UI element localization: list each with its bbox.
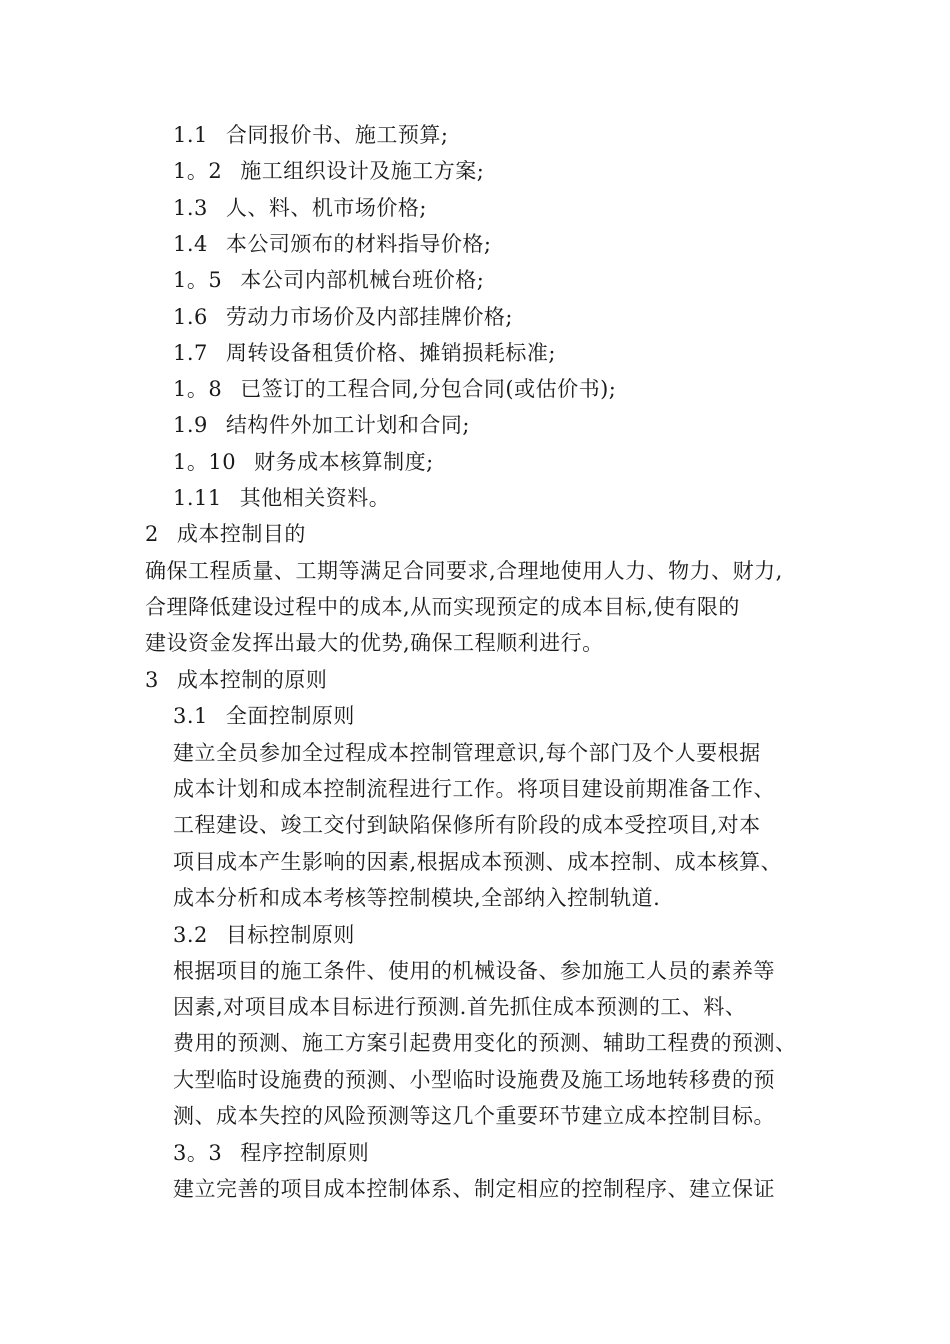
list-item (173, 374, 616, 404)
item-number: 1。8 (173, 377, 223, 401)
subsection-title: 目标控制原则 (225, 923, 355, 947)
item-text: 结构件外加工计划和合同; (225, 413, 470, 437)
item-text: 已签订的工程合同,分包合同(或估价书); (240, 377, 617, 401)
item-text: 合同报价书、施工预算; (225, 123, 449, 147)
item-number: 1.7 (173, 341, 208, 365)
paragraph-line: 大型临时设施费的预测、小型临时设施费及施工场地转移费的预 (173, 1068, 775, 1092)
subsection-title: 程序控制原则 (240, 1141, 370, 1165)
item-text: 周转设备租赁价格、摊销损耗标准; (225, 341, 556, 365)
subsection-heading (173, 701, 355, 731)
paragraph-line: 成本分析和成本考核等控制模块,全部纳入控制轨道. (173, 886, 661, 910)
paragraph-line: 确保工程质量、工期等满足合同要求,合理地使用人力、物力、财力, (145, 559, 783, 583)
item-text: 本公司颁布的材料指导价格; (225, 232, 492, 256)
list-item (173, 338, 556, 368)
item-number: 1。10 (173, 450, 237, 474)
paragraph-line: 建立全员参加全过程成本控制管理意识,每个部门及个人要根据 (173, 741, 761, 765)
subsection-heading (173, 920, 355, 950)
list-item (173, 120, 448, 150)
paragraph-line: 成本计划和成本控制流程进行工作。将项目建设前期准备工作、 (173, 777, 775, 801)
subsection-number: 3.2 (173, 923, 208, 947)
item-text: 本公司内部机械台班价格; (240, 268, 485, 292)
paragraph-line: 项目成本产生影响的因素,根据成本预测、成本控制、成本核算、 (173, 850, 783, 874)
paragraph-line: 合理降低建设过程中的成本,从而实现预定的成本目标,使有限的 (145, 595, 740, 619)
item-number: 1.1 (173, 123, 208, 147)
item-text: 其他相关资料。 (239, 486, 391, 510)
paragraph-line: 工程建设、竣工交付到缺陷保修所有阶段的成本受控项目,对本 (173, 813, 761, 837)
list-item (173, 302, 513, 332)
list-item (173, 156, 484, 186)
section-title: 成本控制目的 (176, 522, 306, 546)
section-number: 2 (145, 522, 159, 546)
paragraph-line: 建设资金发挥出最大的优势,确保工程顺利进行。 (145, 631, 604, 655)
section-number: 3 (145, 668, 159, 692)
paragraph-line: 因素,对项目成本目标进行预测.首先抓住成本预测的工、料、 (173, 995, 747, 1019)
list-item (173, 229, 491, 259)
list-item (173, 410, 470, 440)
subsection-number: 3.1 (173, 704, 208, 728)
item-number: 1.11 (173, 486, 222, 510)
paragraph-line: 建立完善的项目成本控制体系、制定相应的控制程序、建立保证 (173, 1177, 775, 1201)
item-number: 1.4 (173, 232, 208, 256)
paragraph-line: 费用的预测、施工方案引起费用变化的预测、辅助工程费的预测、 (173, 1031, 797, 1055)
item-text: 劳动力市场价及内部挂牌价格; (225, 305, 513, 329)
subsection-title: 全面控制原则 (225, 704, 355, 728)
list-item (173, 265, 484, 295)
subsection-number: 3。3 (173, 1141, 223, 1165)
section-heading (145, 665, 327, 695)
item-text: 施工组织设计及施工方案; (240, 159, 485, 183)
item-text: 财务成本核算制度; (254, 450, 434, 474)
paragraph-line: 根据项目的施工条件、使用的机械设备、参加施工人员的素养等 (173, 959, 775, 983)
section-heading (145, 519, 306, 549)
item-number: 1.9 (173, 413, 208, 437)
list-item (173, 193, 427, 223)
item-number: 1。2 (173, 159, 223, 183)
list-item (173, 483, 390, 513)
item-number: 1.6 (173, 305, 208, 329)
item-number: 1。5 (173, 268, 223, 292)
item-text: 人、料、机市场价格; (225, 196, 427, 220)
subsection-heading (173, 1138, 369, 1168)
section-title: 成本控制的原则 (176, 668, 328, 692)
list-item (173, 447, 434, 477)
paragraph-line: 测、成本失控的风险预测等这几个重要环节建立成本控制目标。 (173, 1104, 775, 1128)
item-number: 1.3 (173, 196, 208, 220)
